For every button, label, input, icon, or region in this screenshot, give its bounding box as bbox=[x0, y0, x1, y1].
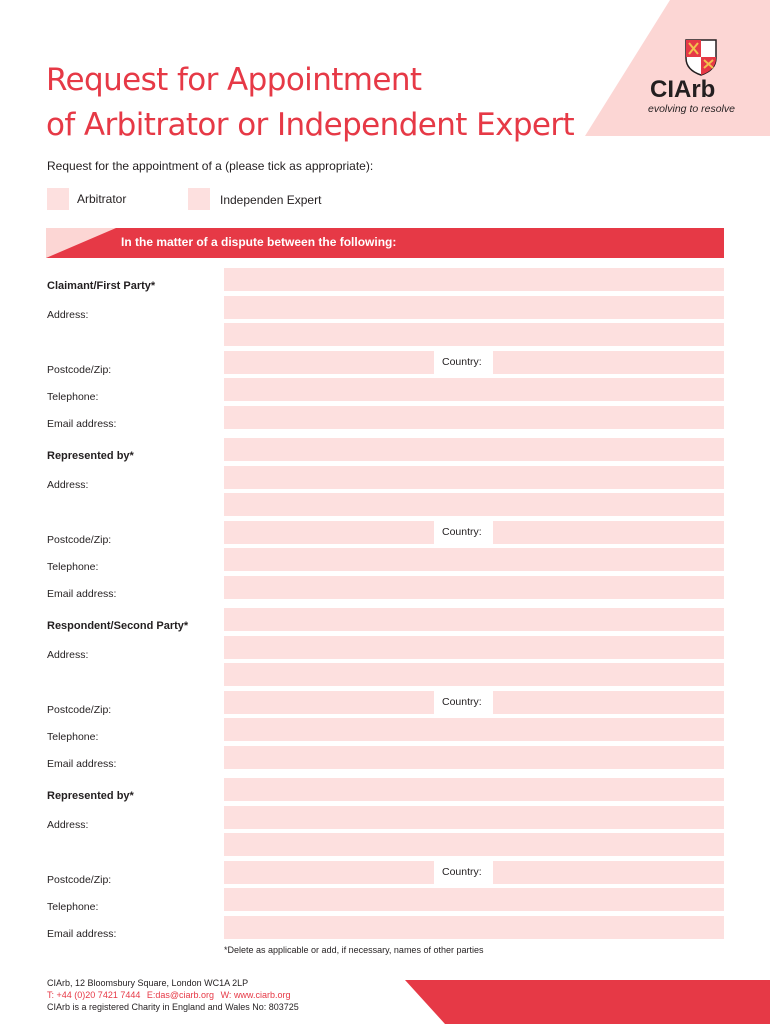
address-input-1[interactable] bbox=[224, 296, 724, 319]
postcode-label: Postcode/Zip: bbox=[47, 704, 112, 716]
footer-contact: T: +44 (0)20 7421 7444 E:das@ciarb.org W: www.ciarb.org bbox=[47, 990, 291, 1000]
party-name-input[interactable] bbox=[224, 268, 724, 291]
country-label: Country: bbox=[442, 695, 482, 708]
telephone-input[interactable] bbox=[224, 718, 724, 741]
address-input-2[interactable] bbox=[224, 493, 724, 516]
page-title-line2: of Arbitrator or Independent Expert bbox=[46, 107, 575, 143]
section-title: Claimant/First Party* bbox=[47, 280, 156, 292]
postcode-input[interactable] bbox=[224, 521, 434, 544]
address-input-2[interactable] bbox=[224, 323, 724, 346]
email-input[interactable] bbox=[224, 406, 724, 429]
country-input[interactable] bbox=[493, 351, 724, 374]
postcode-input[interactable] bbox=[224, 861, 434, 884]
footer-address: CIArb, 12 Bloomsbury Square, London WC1A 2LP bbox=[47, 978, 249, 988]
country-input[interactable] bbox=[493, 861, 724, 884]
country-label: Country: bbox=[442, 865, 482, 878]
intro-text: Request for the appointment of a (please tick as appropriate): bbox=[47, 159, 374, 173]
country-input[interactable] bbox=[493, 691, 724, 714]
email-label: Email address: bbox=[47, 418, 117, 430]
telephone-input[interactable] bbox=[224, 888, 724, 911]
arbitrator-label: Arbitrator bbox=[77, 192, 127, 206]
address-label: Address: bbox=[47, 309, 89, 321]
logo-name: CIArb bbox=[650, 76, 716, 103]
section-title: Respondent/Second Party* bbox=[47, 620, 189, 632]
banner-text: In the matter of a dispute between the following: bbox=[121, 235, 397, 249]
party-name-input[interactable] bbox=[224, 608, 724, 631]
country-label: Country: bbox=[442, 525, 482, 538]
email-input[interactable] bbox=[224, 916, 724, 939]
ciarb-shield-logo-icon bbox=[684, 38, 718, 76]
independent-expert-label: Independen Expert bbox=[220, 193, 322, 207]
address-label: Address: bbox=[47, 649, 89, 661]
section-title: Represented by* bbox=[47, 790, 134, 802]
arbitrator-checkbox[interactable] bbox=[47, 188, 69, 210]
postcode-label: Postcode/Zip: bbox=[47, 364, 112, 376]
page-title-line1: Request for Appointment bbox=[46, 62, 422, 98]
telephone-input[interactable] bbox=[224, 378, 724, 401]
address-input-1[interactable] bbox=[224, 466, 724, 489]
address-label: Address: bbox=[47, 479, 89, 491]
address-input-2[interactable] bbox=[224, 833, 724, 856]
email-label: Email address: bbox=[47, 928, 117, 940]
telephone-label: Telephone: bbox=[47, 561, 99, 573]
email-input[interactable] bbox=[224, 746, 724, 769]
postcode-label: Postcode/Zip: bbox=[47, 874, 112, 886]
postcode-label: Postcode/Zip: bbox=[47, 534, 112, 546]
footer-decoration bbox=[405, 980, 770, 1024]
telephone-label: Telephone: bbox=[47, 391, 99, 403]
email-label: Email address: bbox=[47, 588, 117, 600]
telephone-label: Telephone: bbox=[47, 731, 99, 743]
country-label: Country: bbox=[442, 355, 482, 368]
email-label: Email address: bbox=[47, 758, 117, 770]
footer-charity: CIArb is a registered Charity in England and Wales No: 803725 bbox=[47, 1002, 299, 1012]
address-input-2[interactable] bbox=[224, 663, 724, 686]
address-label: Address: bbox=[47, 819, 89, 831]
postcode-input[interactable] bbox=[224, 691, 434, 714]
party-name-input[interactable] bbox=[224, 778, 724, 801]
country-input[interactable] bbox=[493, 521, 724, 544]
address-input-1[interactable] bbox=[224, 636, 724, 659]
email-input[interactable] bbox=[224, 576, 724, 599]
section-title: Represented by* bbox=[47, 450, 134, 462]
logo-tagline: evolving to resolve bbox=[648, 103, 735, 115]
independent-expert-checkbox[interactable] bbox=[188, 188, 210, 210]
header-decoration bbox=[585, 0, 770, 136]
telephone-label: Telephone: bbox=[47, 901, 99, 913]
telephone-input[interactable] bbox=[224, 548, 724, 571]
party-name-input[interactable] bbox=[224, 438, 724, 461]
postcode-input[interactable] bbox=[224, 351, 434, 374]
delete-note: *Delete as applicable or add, if necessary, names of other parties bbox=[224, 945, 484, 955]
address-input-1[interactable] bbox=[224, 806, 724, 829]
